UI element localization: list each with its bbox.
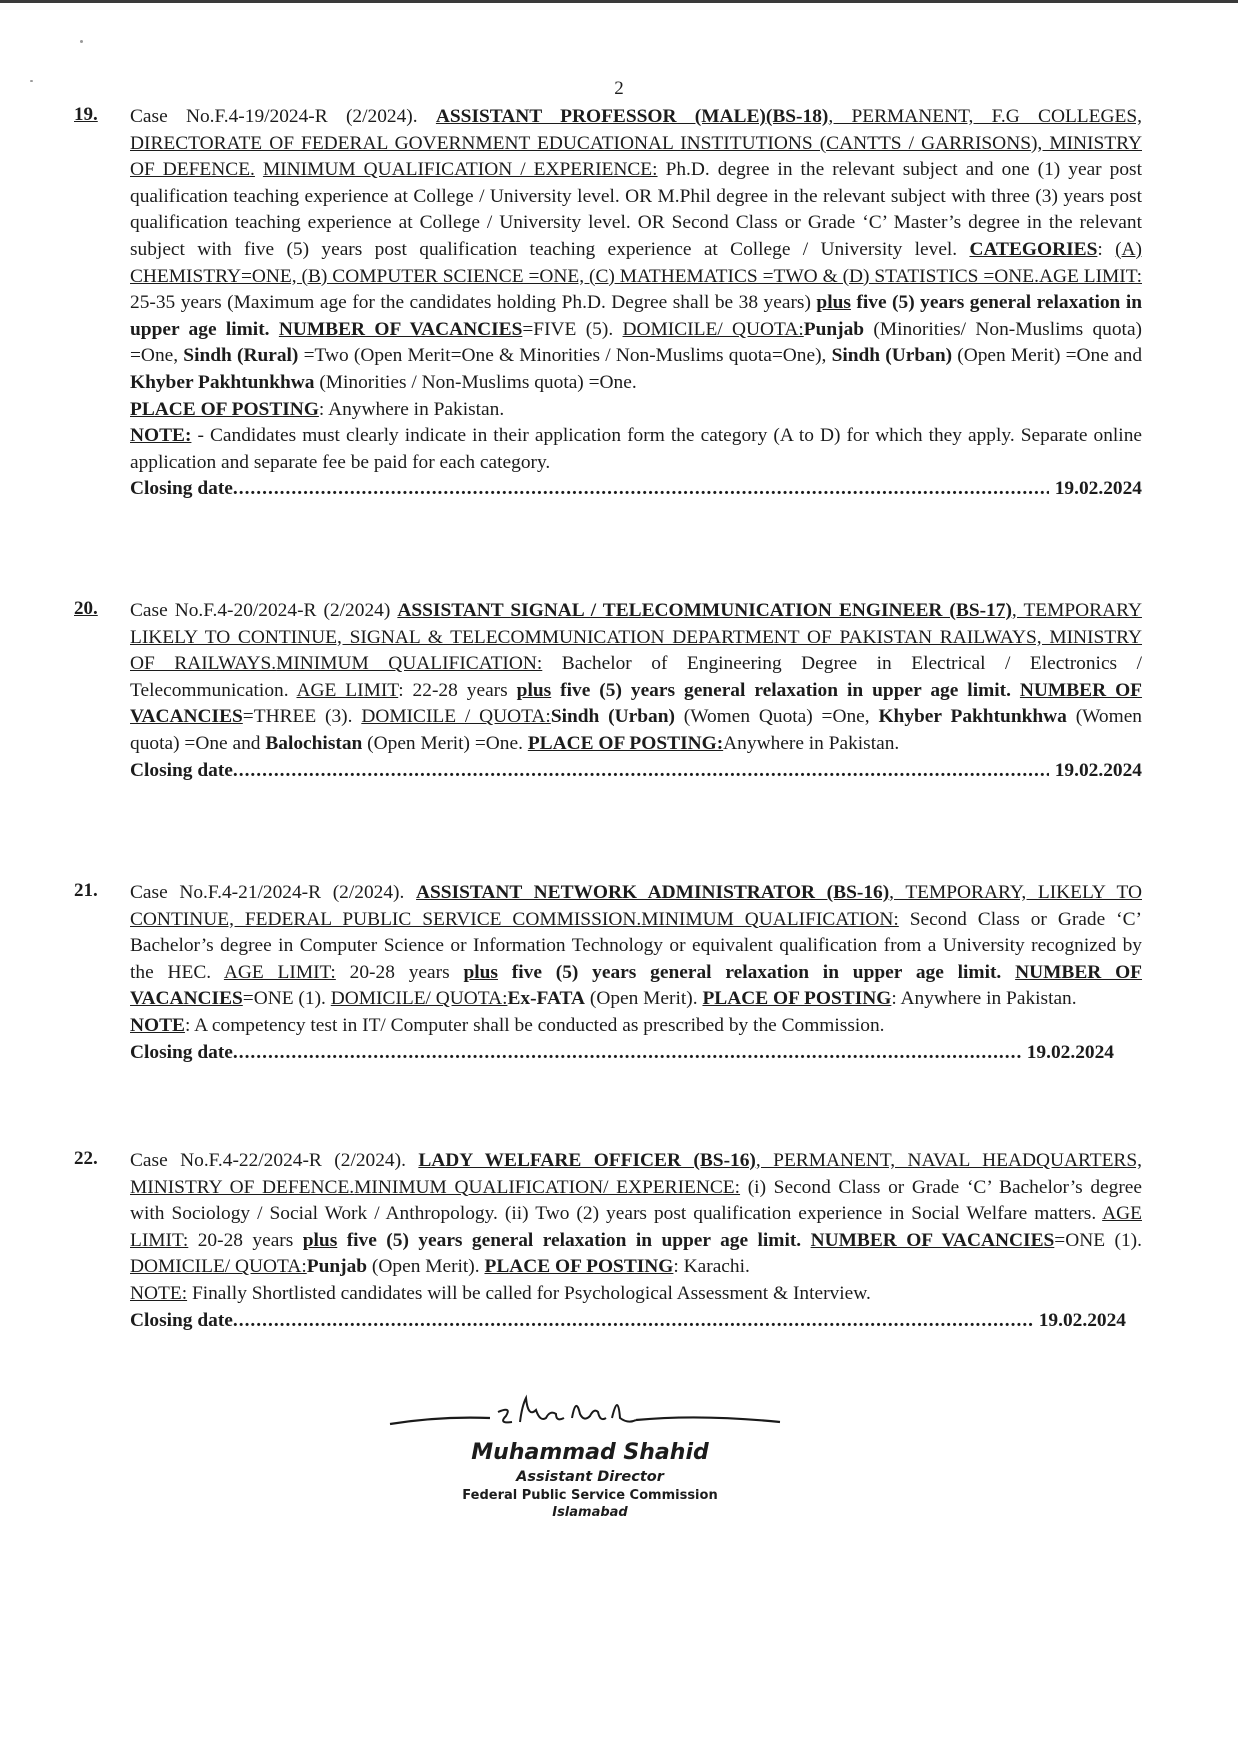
signatory-organization: Federal Public Service Commission — [462, 1488, 718, 1503]
domicile-region: Khyber Pakhtunkhwa — [130, 371, 315, 393]
post-details: , TEMPORARY, LIKELY TO CONTINUE, FEDERAL PUBLIC SERVICE COMMISSION. — [130, 882, 1142, 930]
categories-label: CATEGORIES — [969, 238, 1098, 260]
handwritten-signature-icon — [380, 1388, 800, 1438]
vacancy-entry-19 — [74, 104, 1142, 503]
domicile-label: DOMICILE / QUOTA: — [361, 706, 551, 728]
closing-date-label: Closing date — [130, 1041, 233, 1063]
plus-word: plus — [516, 679, 552, 701]
domicile-region: Punjab — [306, 1256, 368, 1278]
qualification-text: (i) Second Class or Grade ‘C’ Bachelor’s degree with Sociology / Social Work / Anthropology. (ii) Two (2) years post qualification experience in Social Welfare matters. — [130, 1176, 1142, 1225]
closing-date-row — [130, 1308, 1126, 1335]
note-label: NOTE: — [130, 425, 192, 447]
posting-label: PLACE OF POSTING: — [527, 732, 724, 754]
closing-date-value: 19.02.2024 — [1026, 1041, 1114, 1063]
vacancy-entry-22 — [74, 1148, 1142, 1334]
domicile-region: Punjab — [803, 318, 865, 340]
age-limit-label: AGE LIMIT: — [130, 1203, 1142, 1251]
qualification-label: MINIMUM QUALIFICATION: — [641, 908, 899, 930]
domicile-detail: (Minorities / Non-Muslims quota) =One. — [314, 371, 637, 393]
closing-date-value: 19.02.2024 — [1054, 478, 1142, 500]
leader-dots — [233, 476, 1049, 503]
age-limit-label: AGE LIMIT: — [223, 961, 336, 983]
posting-label: PLACE OF POSTING — [484, 1256, 674, 1278]
domicile-label: DOMICILE/ QUOTA: — [130, 1256, 307, 1278]
vacancy-entry-21 — [74, 880, 1142, 1066]
note-text: - Candidates must clearly indicate in their application form the category (A to D) for which they apply. Separate online application and separate fee be paid for each category. — [130, 425, 1142, 473]
entry-body — [130, 1148, 1142, 1334]
post-details: , TEMPORARY LIKELY TO CONTINUE, SIGNAL & TELECOMMUNICATION DEPARTMENT OF PAKISTAN RAILWAYS, MINISTRY OF RAILWAYS. — [130, 600, 1142, 675]
vacancies-label: NUMBER OF VACANCIES — [810, 1229, 1055, 1251]
signatory-title: Assistant Director — [516, 1469, 664, 1485]
post-title: ASSISTANT SIGNAL / TELECOMMUNICATION ENGINEER (BS-17) — [397, 600, 1012, 621]
signatory-city: Islamabad — [552, 1505, 628, 1520]
qualification-text: Second Class or Grade ‘C’ Bachelor’s degree in Computer Science or Information Technology or equivalent qualification from a University recognized by the HEC. — [130, 908, 1142, 983]
leader-dots — [233, 758, 1049, 785]
vacancies-label: NUMBER OF VACANCIES — [130, 961, 1143, 1010]
closing-date-row — [130, 1040, 1114, 1067]
qualification-label: MINIMUM QUALIFICATION/ EXPERIENCE: — [354, 1176, 741, 1198]
entry-body — [130, 598, 1142, 784]
age-limit-text: : 22-28 years — [398, 679, 508, 701]
domicile-region: Sindh (Urban) — [831, 345, 953, 367]
entry-number: 22. — [74, 1148, 98, 1169]
entry-number: 21. — [74, 880, 98, 901]
post-title: LADY WELFARE OFFICER (BS-16) — [418, 1150, 756, 1171]
vacancies-count: =THREE (3). — [242, 706, 353, 728]
post-title: ASSISTANT NETWORK ADMINISTRATOR (BS-16) — [416, 882, 890, 903]
domicile-detail: (Women Quota) =One, — [674, 706, 879, 728]
posting-text: : Anywhere in Pakistan. — [891, 988, 1077, 1010]
age-limit-text: 20-28 years — [197, 1229, 294, 1251]
closing-date-value: 19.02.2024 — [1054, 759, 1142, 781]
vacancies-count: =ONE (1). — [242, 988, 326, 1010]
domicile-detail: (Minorities/ Non-Muslims quota) =One, — [130, 318, 1143, 367]
categories-text: (A) CHEMISTRY=ONE, (B) COMPUTER SCIENCE =ONE, (C) MATHEMATICS =TWO & (D) STATISTICS =ONE. — [130, 238, 1142, 287]
closing-date-label: Closing date — [130, 478, 233, 500]
posting-label: PLACE OF POSTING — [130, 398, 319, 420]
age-limit-text: 20-28 years — [349, 961, 450, 983]
closing-date-row — [130, 476, 1142, 503]
relaxation-text: five (5) years general relaxation in upper age limit. — [130, 292, 1142, 340]
case-number: Case No.F.4-21/2024-R (2/2024). — [130, 882, 405, 903]
note-label: NOTE — [130, 1014, 185, 1036]
domicile-region: Khyber Pakhtunkhwa — [878, 706, 1067, 728]
case-number: Case No.F.4-20/2024-R (2/2024) — [130, 600, 391, 621]
domicile-region: Sindh (Urban) — [550, 706, 675, 728]
plus-word: plus — [302, 1229, 338, 1251]
posting-text: : Anywhere in Pakistan. — [318, 398, 505, 420]
signature-block — [380, 1388, 800, 1520]
domicile-region: Sindh (Rural) — [183, 345, 299, 367]
domicile-detail: (Open Merit). — [585, 988, 698, 1010]
domicile-detail: (Women quota) =One and — [130, 706, 1142, 754]
closing-date-label: Closing date — [130, 1309, 233, 1331]
leader-dots — [233, 1040, 1021, 1067]
posting-text: : Karachi. — [673, 1256, 750, 1278]
page-number: 2 — [614, 78, 624, 99]
domicile-region: Balochistan — [265, 732, 363, 754]
case-number: Case No.F.4-19/2024-R (2/2024). — [130, 106, 418, 127]
case-number: Case No.F.4-22/2024-R (2/2024). — [130, 1150, 406, 1171]
note-text: Finally Shortlisted candidates will be called for Psychological Assessment & Interview. — [187, 1282, 871, 1304]
vacancy-entry-20 — [74, 598, 1142, 784]
note-text: : A competency test in IT/ Computer shall be conducted as prescribed by the Commission. — [184, 1014, 885, 1036]
relaxation-text: five (5) years general relaxation in upper age limit. — [560, 679, 1011, 701]
relaxation-text: five (5) years general relaxation in upper age limit. — [346, 1229, 802, 1251]
domicile-detail: =Two (Open Merit=One & Minorities / Non-Muslims quota=One), — [298, 345, 832, 367]
entry-number: 19. — [74, 104, 98, 125]
post-title: ASSISTANT PROFESSOR (MALE)(BS-18) — [435, 106, 829, 127]
scan-speck — [80, 40, 83, 43]
vacancies-label: NUMBER OF VACANCIES — [130, 679, 1143, 728]
vacancies-label: NUMBER OF VACANCIES — [278, 318, 523, 340]
domicile-region: Ex-FATA — [507, 988, 586, 1010]
domicile-label: DOMICILE/ QUOTA: — [622, 318, 804, 340]
age-limit-label: AGE LIMIT — [296, 679, 399, 701]
qualification-label: MINIMUM QUALIFICATION / EXPERIENCE: — [262, 159, 658, 181]
qualification-text: Ph.D. degree in the relevant subject and one (1) year post qualification teaching experience at College / University level. OR M.Phil degree in the relevant subject with three (3) years post qualification teaching experience at College / University level. OR Second Class or Grade ‘C’ Master’s degree in the relevant subject with five (5) years post qualification teaching experience at College / University level. — [130, 159, 1142, 260]
scan-edge — [0, 0, 1238, 3]
age-limit-label: AGE LIMIT: — [1038, 265, 1142, 287]
relaxation-text: five (5) years general relaxation in upper age limit. — [511, 961, 1002, 983]
entry-body — [130, 880, 1142, 1066]
domicile-detail: (Open Merit). — [367, 1256, 480, 1278]
plus-word: plus — [816, 292, 851, 314]
post-details: , PERMANENT, F.G COLLEGES, DIRECTORATE OF FEDERAL GOVERNMENT EDUCATIONAL INSTITUTIONS (CANTTS / GARRISONS), MINISTRY OF DEFENCE. — [130, 106, 1142, 181]
leader-dots — [233, 1308, 1033, 1335]
closing-date-value: 19.02.2024 — [1038, 1309, 1126, 1331]
domicile-detail: (Open Merit) =One and — [952, 345, 1143, 367]
vacancies-count: =ONE (1). — [1054, 1229, 1142, 1251]
posting-text: Anywhere in Pakistan. — [723, 732, 900, 754]
post-details: , PERMANENT, NAVAL HEADQUARTERS, MINISTRY OF DEFENCE. — [130, 1150, 1142, 1198]
domicile-detail: (Open Merit) =One. — [362, 732, 523, 754]
qualification-label: MINIMUM QUALIFICATION: — [276, 653, 543, 675]
signatory-name: Muhammad Shahid — [471, 1440, 709, 1465]
plus-word: plus — [463, 961, 498, 983]
vacancies-count: =FIVE (5). — [522, 318, 614, 340]
note-label: NOTE: — [130, 1282, 188, 1304]
closing-date-label: Closing date — [130, 759, 233, 781]
entry-body: Case No.F.4-19/2024-R (2/2024). ASSISTANT PROFESSOR (MALE)(BS-18), PERMANENT, F.G COLLEGES, DIRECTORATE OF FEDERAL GOVERNMENT EDUCATIONAL INSTITUTIONS (CANTTS / GARRISONS), MINISTRY OF DEFENCE. MINIMUM QUALIFICATION / EXPERIENCE: Ph.D. degree in the relevant subject and one (1) year post qualification teaching experience at College / University level. OR M.Phil degree in the relevant subject with three (3) years post qualification teaching experience at College / University level. OR Second Class or Grade ‘C’ Master’s degree in the relevant subject with five (5) years post qualification teaching experience at College / University level. CATEGORIES: (A) CHEMISTRY=ONE, (B) COMPUTER SCIENCE =ONE, (C) MATHEMATICS =TWO & (D) STATISTICS =ONE.AGE LIMIT: 25-35 years (Maximum age for the candidates holding Ph.D. Degree shall be 38 years) plus five (5) years general relaxation in upper age limit. NUMBER OF VACANCIES=FIVE (5). DOMICILE/ QUOTA:Punjab (Minorities/ Non-Muslims quota) =One, Sindh (Rural) =Two (Open Merit=One & Minorities / Non-Muslims quota=One), Sindh (Urban) (Open Merit) =One and Khyber Pakhtunkhwa (Minorities / Non-Muslims quota) =One. PLACE OF POSTING: Anywhere in Pakistan. NOTE: - Candidates must clearly indicate in their application form the category (A to D) for which they apply. Separate online application and separate fee be paid for each category. Closing date ..... 19.02.2024 — [130, 104, 1142, 503]
qualification-text: Bachelor of Engineering Degree in Electrical / Electronics / Telecommunication. — [130, 653, 1142, 701]
age-limit-text: 25-35 years (Maximum age for the candidates holding Ph.D. Degree shall be 38 years) — [130, 292, 811, 314]
closing-date-row — [130, 758, 1142, 785]
entry-number: 20. — [74, 598, 98, 619]
domicile-label: DOMICILE/ QUOTA: — [330, 988, 508, 1010]
posting-label: PLACE OF POSTING — [702, 988, 892, 1010]
